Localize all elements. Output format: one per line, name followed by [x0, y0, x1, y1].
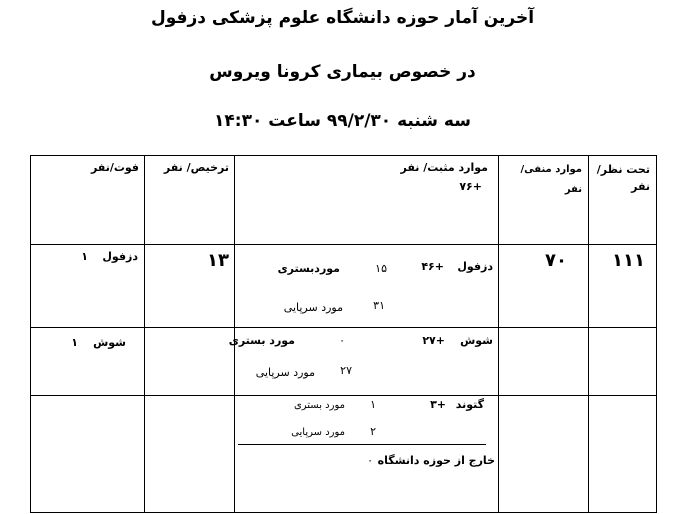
row2-outpatient-label: مورد سرپایی — [255, 366, 315, 379]
row3-outside-count: ۰ — [367, 454, 373, 467]
row1-city: دزفول — [457, 260, 493, 273]
row1-hospitalized-count: ۱۵ — [375, 262, 387, 275]
row2-deaths-city: شوش — [93, 336, 126, 349]
header-positive-total: ۷۶+ — [459, 180, 482, 193]
header-under-observation: تحت نظر/ نفر — [596, 163, 650, 193]
row1-outpatient-label: مورد سرپایی — [283, 301, 343, 314]
row2-outpatient-count: ۲۷ — [340, 364, 352, 377]
row1-under-observation: ۱۱۱ — [612, 250, 645, 271]
row3-outpatient-label: مورد سرپایی — [291, 427, 345, 438]
row2-city: شوش — [460, 334, 493, 347]
row1-deaths-count: ۱ — [81, 250, 88, 263]
row3-outpatient-count: ۲ — [370, 425, 376, 438]
header-deaths: فوت/نفر — [90, 161, 139, 174]
row1-hospitalized-label: موردبستری — [277, 262, 340, 275]
row3-city: گتوند — [455, 398, 484, 411]
row3-city-count: ۳+ — [430, 398, 446, 411]
title-line-1: آخرین آمار حوزه دانشگاه علوم پزشکی دزفول — [150, 8, 535, 28]
row2-deaths-count: ۱ — [71, 336, 78, 349]
title-line-2: در خصوص بیماری کرونا ویروس — [209, 62, 476, 82]
header-positive: موارد مثبت/ نفر — [400, 161, 488, 174]
row2-hospitalized-label: مورد بستری — [228, 334, 295, 347]
row3-outside-label: خارج از حوزه دانشگاه — [377, 454, 495, 467]
row1-outpatient-count: ۳۱ — [373, 299, 385, 312]
row2-hospitalized-count: ۰ — [339, 334, 345, 347]
row3-hospitalized-label: مورد بستری — [293, 400, 345, 411]
row1-city-count: ۴۶+ — [421, 260, 444, 273]
header-discharged: ترخیص/ نفر — [163, 161, 229, 174]
header-negative: موارد منفی/ نفر — [520, 164, 582, 195]
row3-hospitalized-count: ۱ — [370, 398, 376, 411]
title-line-3: سه شنبه ۹۹/۲/۳۰ ساعت ۱۴:۳۰ — [214, 111, 471, 131]
row1-deaths-city: دزفول — [102, 250, 138, 263]
row1-negative: ۷۰ — [545, 250, 567, 271]
row1-discharged: ۱۳ — [207, 250, 229, 271]
row2-city-count: ۲۷+ — [422, 334, 445, 347]
